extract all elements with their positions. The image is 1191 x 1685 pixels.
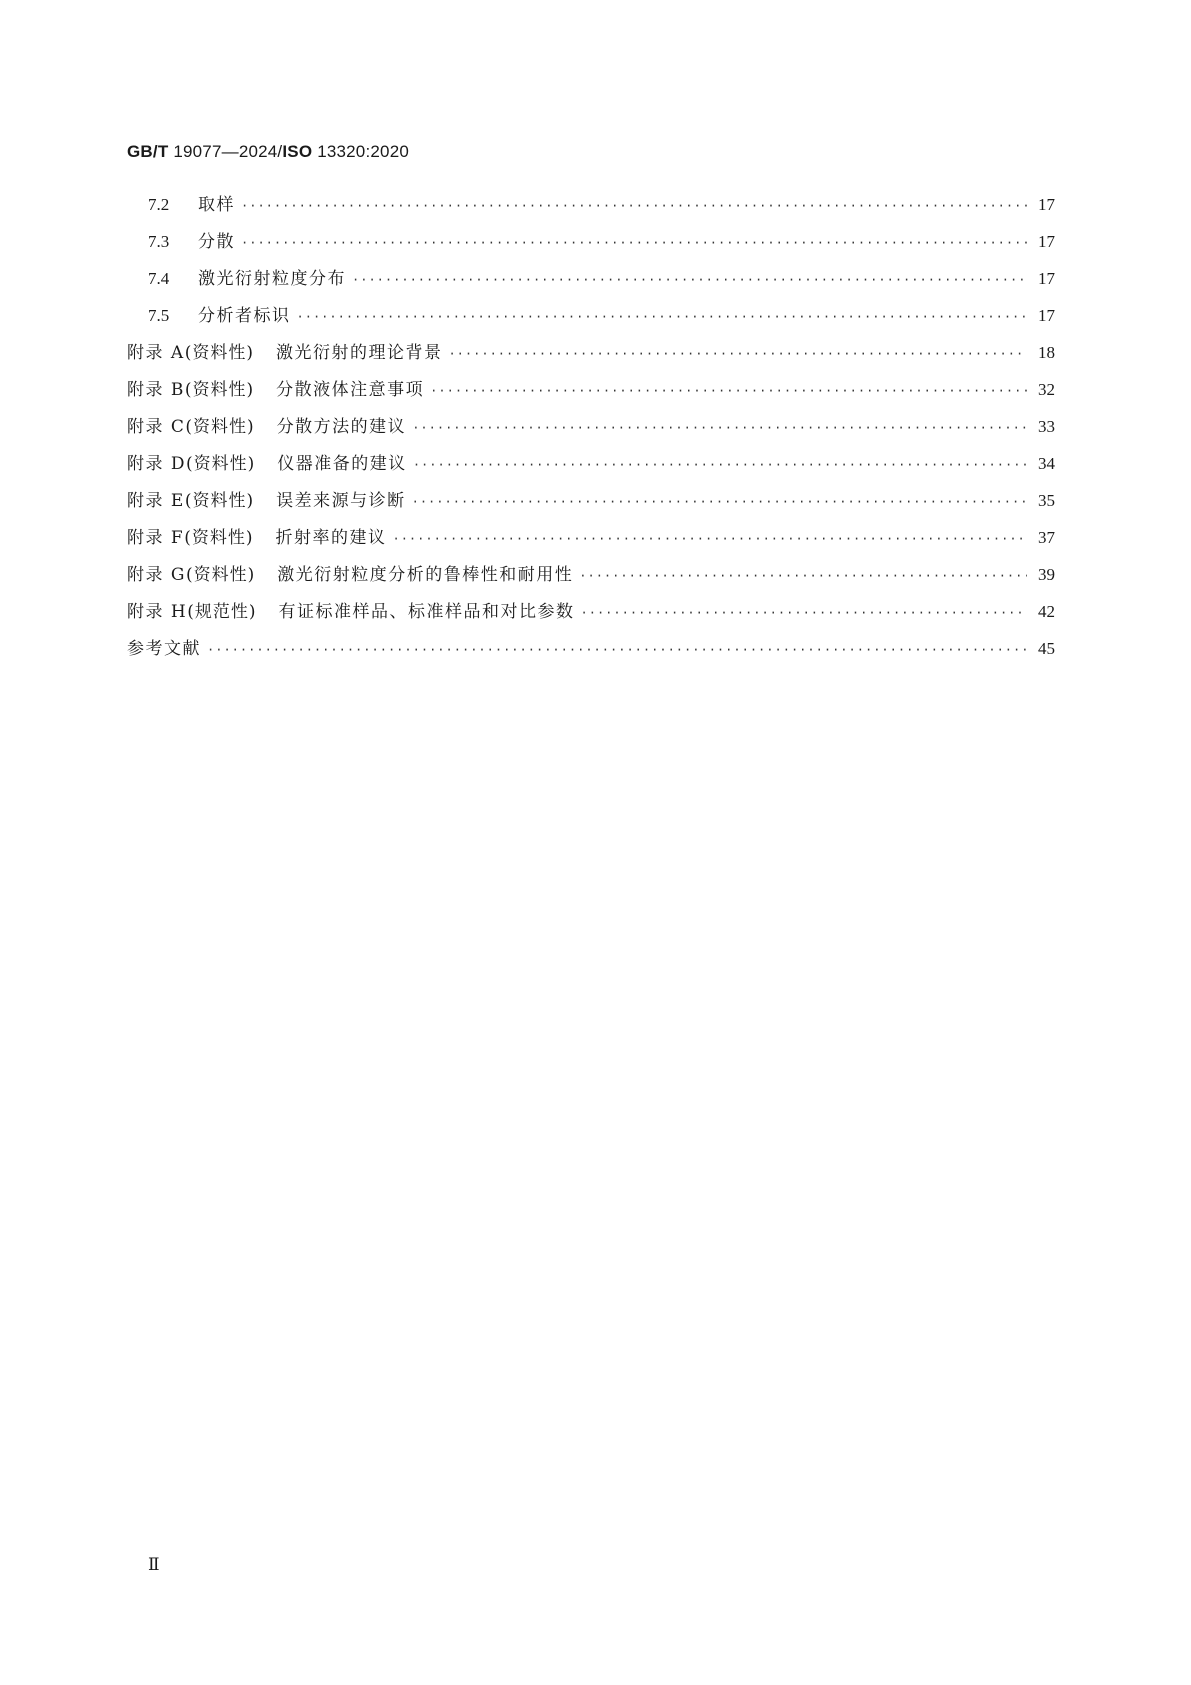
- toc-annex-label: [127, 527, 253, 549]
- iso-number: 13320:2020: [312, 142, 410, 161]
- annex-type: (资料性): [185, 417, 255, 437]
- table-of-contents: [127, 194, 1055, 675]
- toc-annex-title: 激光衍射的理论背景: [275, 343, 443, 363]
- toc-section-number: 7.3: [148, 232, 170, 251]
- toc-annex-title: 激光衍射粒度分析的鲁棒性和耐用性: [277, 565, 574, 585]
- toc-annex-title: 分散方法的建议: [276, 417, 407, 437]
- toc-page-number: 42: [1038, 602, 1055, 621]
- toc-dot-leader: [207, 639, 1027, 661]
- toc-page-number: 17: [1038, 306, 1055, 325]
- toc-entry-7-3[interactable]: [127, 231, 1055, 268]
- toc-dot-leader: [412, 491, 1027, 513]
- annex-letter: 附录 C: [127, 417, 186, 437]
- toc-annex-label: [127, 379, 254, 401]
- annex-type: (资料性): [184, 491, 255, 511]
- toc-section-title: 分析者标识: [198, 306, 291, 326]
- toc-entry-annex-a[interactable]: [127, 342, 1055, 379]
- annex-type: (资料性): [185, 565, 256, 585]
- annex-type: (资料性): [184, 528, 254, 548]
- toc-page-number: 17: [1038, 232, 1055, 251]
- toc-dot-leader: [241, 195, 1027, 217]
- annex-letter: 附录 A: [127, 343, 185, 363]
- annex-type: (资料性): [184, 380, 255, 400]
- toc-page-number: 34: [1038, 454, 1055, 473]
- toc-entry-bibliography[interactable]: [127, 638, 1055, 675]
- page-number-footer: Ⅱ: [148, 1555, 160, 1574]
- toc-annex-label: [127, 342, 254, 364]
- toc-dot-leader: [297, 306, 1028, 328]
- annex-letter: 附录 F: [127, 528, 185, 548]
- standard-number: 19077—2024/: [168, 142, 283, 161]
- annex-type: (资料性): [186, 454, 256, 474]
- toc-page-number: 39: [1038, 565, 1055, 584]
- toc-section-number: 7.4: [148, 269, 170, 288]
- toc-dot-leader: [413, 454, 1027, 476]
- toc-page-number: 37: [1038, 528, 1055, 547]
- toc-section-title: 激光衍射粒度分布: [198, 269, 346, 289]
- toc-entry-7-2[interactable]: [127, 194, 1055, 231]
- toc-entry-annex-e[interactable]: [127, 490, 1055, 527]
- toc-section-title: 分散: [198, 232, 235, 252]
- toc-annex-title: 有证标准样品、标准样品和对比参数: [278, 602, 575, 622]
- toc-page-number: 32: [1038, 380, 1055, 399]
- toc-annex-label: [127, 416, 255, 438]
- toc-annex-label: [127, 601, 257, 623]
- toc-entry-annex-h[interactable]: [127, 601, 1055, 638]
- toc-annex-label: [127, 564, 255, 586]
- toc-page-number: 18: [1038, 343, 1055, 362]
- toc-section-title: 取样: [198, 195, 235, 215]
- toc-page-number: 17: [1038, 269, 1055, 288]
- toc-dot-leader: [581, 602, 1028, 624]
- toc-entry-annex-g[interactable]: [127, 564, 1055, 601]
- toc-dot-leader: [352, 269, 1027, 291]
- toc-dot-leader: [412, 417, 1027, 439]
- annex-type: (规范性): [187, 602, 257, 622]
- toc-dot-leader: [448, 343, 1027, 365]
- toc-page-number: 33: [1038, 417, 1055, 436]
- toc-page-number: 35: [1038, 491, 1055, 510]
- toc-page-number: 17: [1038, 195, 1055, 214]
- toc-entry-7-5[interactable]: [127, 305, 1055, 342]
- annex-letter: 附录 H: [127, 602, 188, 622]
- toc-entry-7-4[interactable]: [127, 268, 1055, 305]
- toc-entry-annex-f[interactable]: [127, 527, 1055, 564]
- toc-bibliography-title: 参考文献: [127, 639, 201, 659]
- annex-letter: 附录 E: [127, 491, 185, 511]
- toc-annex-title: 仪器准备的建议: [277, 454, 407, 474]
- toc-section-number: 7.2: [148, 195, 170, 214]
- toc-annex-label: [127, 453, 255, 475]
- toc-annex-title: 折射率的建议: [275, 528, 387, 548]
- toc-dot-leader: [241, 232, 1027, 254]
- iso-prefix: ISO: [282, 142, 313, 161]
- standard-code-header: [127, 142, 409, 162]
- toc-dot-leader: [392, 528, 1027, 550]
- toc-entry-annex-b[interactable]: [127, 379, 1055, 416]
- annex-type: (资料性): [184, 343, 254, 363]
- annex-letter: 附录 G: [127, 565, 186, 585]
- toc-dot-leader: [579, 565, 1027, 587]
- annex-letter: 附录 B: [127, 380, 185, 400]
- standard-prefix: GB/T: [127, 142, 169, 161]
- toc-dot-leader: [430, 380, 1027, 402]
- toc-entry-annex-c[interactable]: [127, 416, 1055, 453]
- toc-page-number: 45: [1038, 639, 1055, 658]
- toc-section-number: 7.5: [148, 306, 170, 325]
- toc-annex-title: 误差来源与诊断: [276, 491, 406, 511]
- annex-letter: 附录 D: [127, 454, 187, 474]
- toc-entry-annex-d[interactable]: [127, 453, 1055, 490]
- toc-annex-title: 分散液体注意事项: [276, 380, 425, 400]
- toc-annex-label: [127, 490, 254, 512]
